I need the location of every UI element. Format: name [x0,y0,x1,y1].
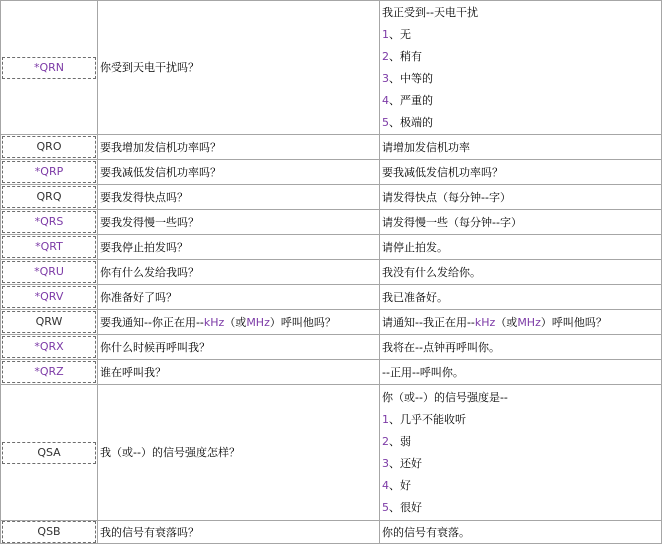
code-cell: *QRP [2,161,96,183]
question-cell: 你有什么发给我吗？ [98,260,379,284]
code-cell: QRO [2,136,96,158]
code-cell: QRW [2,311,96,333]
code-cell: *QRZ [2,361,96,383]
table-row [1,185,661,209]
question-cell: 要我发得慢一些吗？ [98,210,379,234]
table-row [1,1,661,134]
answer-cell: 我没有什么发给你。 [380,260,661,284]
table-row [1,335,661,359]
option-item: 5、很好 [382,500,422,514]
answer-cell: 你的信号有衰落。 [380,521,661,543]
question-cell: 你什么时候再呼叫我？ [98,335,379,359]
code-cell: QSA [2,442,96,464]
question-cell: 要我发得快点吗？ [98,185,379,209]
question-cell: 我的信号有衰落吗？ [98,521,379,543]
option-item: 3、中等的 [382,71,433,85]
answer-line: 我正受到--天电干扰 [382,5,478,19]
code-cell: *QRS [2,211,96,233]
code-cell: *QRX [2,336,96,358]
question-cell: 要我增加发信机功率吗？ [98,135,379,159]
answer-cell: 请发得慢一些（每分钟--字） [380,210,661,234]
option-item: 4、好 [382,478,411,492]
question-cell: 要我停止拍发吗？ [98,235,379,259]
question-cell: 要我通知--你正在用--kHz（或MHz）呼叫他吗？ [98,310,379,334]
option-item: 3、还好 [382,456,422,470]
option-item: 2、弱 [382,434,411,448]
table-row [1,310,661,334]
table-row [1,160,661,184]
option-item: 1、几乎不能收听 [382,412,466,426]
answer-cell: 请发得快点（每分钟--字） [380,185,661,209]
option-item: 1、无 [382,27,411,41]
answer-cell: 我将在--点钟再呼叫你。 [380,335,661,359]
answer-cell [380,1,661,134]
table-row [1,260,661,284]
code-cell: *QRT [2,236,96,258]
table-row [1,521,661,543]
question-cell: 我（或--）的信号强度怎样？ [98,385,379,520]
code-cell: QRQ [2,186,96,208]
option-item: 2、稍有 [382,49,422,63]
table-row [1,285,661,309]
question-cell: 要我减低发信机功率吗？ [98,160,379,184]
code-cell: *QRN [2,57,96,79]
table-row [1,235,661,259]
table-row [1,135,661,159]
code-cell: *QRU [2,261,96,283]
answer-line: 你（或--）的信号强度是-- [382,390,508,404]
option-item: 4、严重的 [382,93,433,107]
answer-cell [380,385,661,520]
answer-cell: --正用--呼叫你。 [380,360,661,384]
answer-cell: 请增加发信机功率 [380,135,661,159]
question-cell: 你准备好了吗？ [98,285,379,309]
answer-cell: 请通知--我正在用--kHz（或MHz）呼叫他吗？ [380,310,661,334]
answer-cell: 要我减低发信机功率吗？ [380,160,661,184]
code-cell: *QRV [2,286,96,308]
code-cell: QSB [2,521,96,543]
table-row [1,385,661,520]
table-row [1,210,661,234]
table-row [1,360,661,384]
answer-cell: 我已准备好。 [380,285,661,309]
option-item: 5、极端的 [382,115,433,129]
question-cell: 你受到天电干扰吗？ [98,1,379,134]
question-cell: 谁在呼叫我？ [98,360,379,384]
answer-cell: 请停止拍发。 [380,235,661,259]
